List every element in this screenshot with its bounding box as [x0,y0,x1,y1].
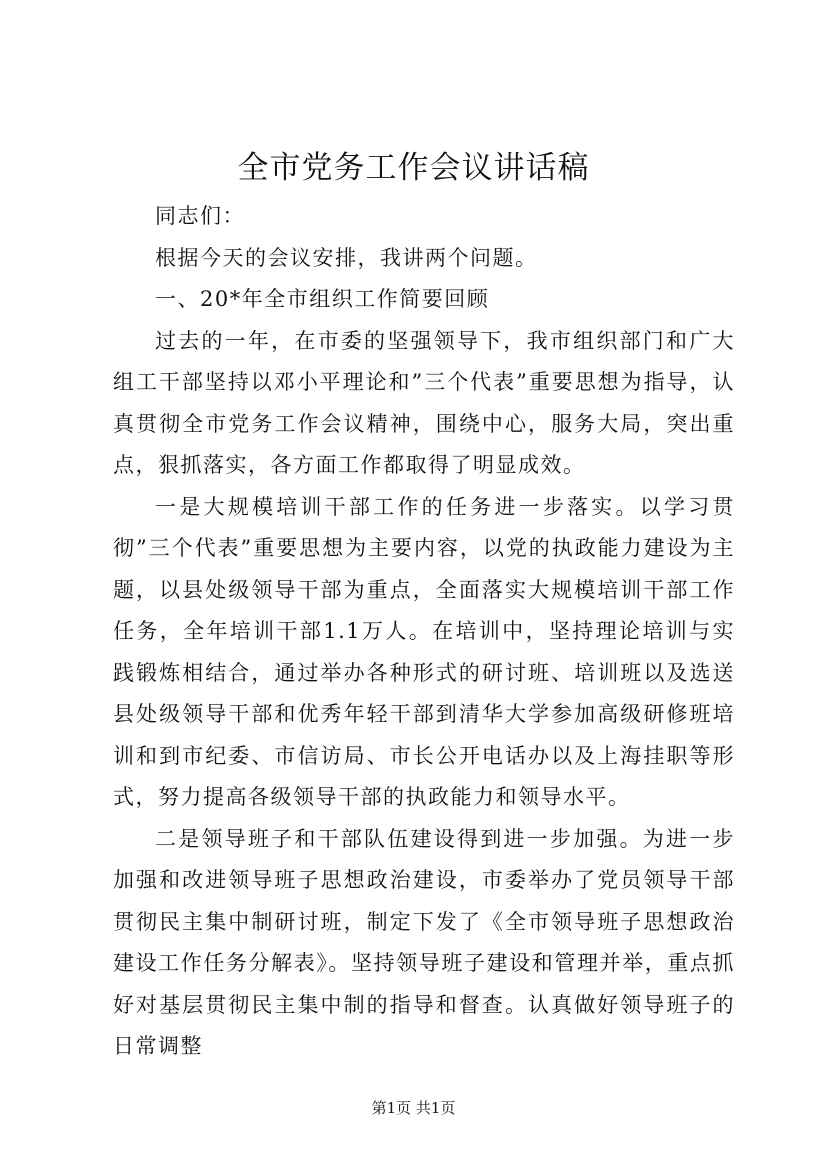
intro-paragraph: 根据今天的会议安排，我讲两个问题。 [155,245,538,270]
body-paragraph: 二是领导班子和干部队伍建设得到进一步加强。为进一步加强和改进领导班子思想政治建设，市委举办了党员领导干部贯彻民主集中制研讨班，制定下发了《全市领导班子思想政治建设工作任务分解表》。坚持领导班子建设和管理并举，重点抓好对基层贯彻民主集中制的指导和督查。认真做好领导班子的日常调整 [113,826,735,1058]
salutation: 同志们： [155,204,245,228]
body-paragraph: 过去的一年，在市委的坚强领导下，我市组织部门和广大组工干部坚持以邓小平理论和”三个代表”重要思想为指导，认真贯彻全市党务工作会议精神，围绕中心，服务大局，突出重点，狠抓落实，各方面工作都取得了明显成效。 [113,328,735,477]
document-body [113,196,735,1068]
body-paragraph: 一是大规模培训干部工作的任务进一步落实。以学习贯彻”三个代表”重要思想为主要内容，以党的执政能力建设为主题，以县处级领导干部为重点，全面落实大规模培训干部工作任务，全年培训干部1.1万人。在培训中，坚持理论培训与实践锻炼相结合，通过举办各种形式的研讨班、培训班以及选送县处级领导干部和优秀年轻干部到清华大学参加高级研修班培训和到市纪委、市信访局、市长公开电话办以及上海挂职等形式，努力提高各级领导干部的执政能力和领导水平。 [113,494,735,809]
document-title: 全市党务工作会议讲话稿 [237,150,590,186]
section-heading: 一、20*年全市组织工作简要回顾 [155,287,490,311]
page-footer: 第1页 共1页 [371,1099,456,1117]
